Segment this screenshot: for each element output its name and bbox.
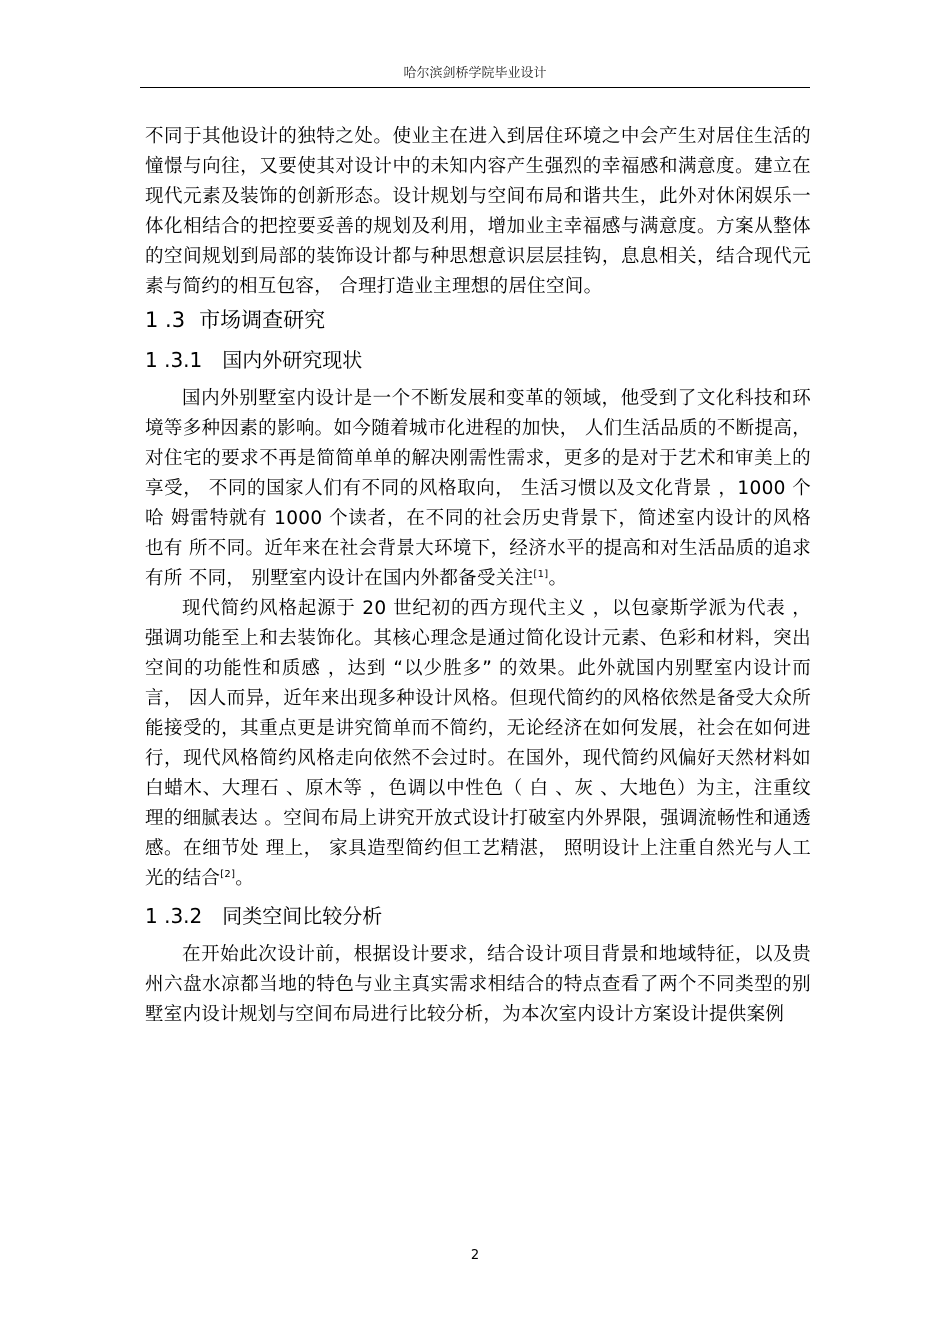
- section-number: 1 .3.1: [145, 348, 203, 372]
- citation-ref[interactable]: [1]: [533, 568, 549, 580]
- paragraph-end: 。: [235, 868, 255, 889]
- header-divider: [140, 87, 810, 88]
- paragraph: 在开始此次设计前，根据设计要求，结合设计项目背景和地域特征，以及贵州六盘水凉都当地的特色与业主真实需求相结合的特点查看了两个不同类型的别墅室内设计规划与空间布局进行比较分析，为本次室内设计方案设计提供案例: [145, 944, 811, 1025]
- page-body: [145, 122, 811, 1030]
- section-title: 同类空间比较分析: [222, 904, 383, 928]
- section-heading-1-3: [145, 304, 811, 336]
- paragraph: [145, 594, 811, 894]
- paragraph: [145, 384, 811, 594]
- citation-ref[interactable]: [2]: [220, 868, 236, 880]
- section-title: 国内外研究现状: [222, 348, 363, 372]
- paragraph-text: 国内外别墅室内设计是一个不断发展和变革的领域，他受到了文化科技和环境等多种因素的影响。如今随着城市化进程的加快， 人们生活品质的不断提高， 对住宅的要求不再是简简单单的解决刚需性需求，更多的是对于艺术和审美上的 享受， 不同的国家人们有不同的风格取向， 生活习惯以及文化背景 ，1000 个哈 姆雷特就有 1000 个读者，在不同的社会历史背景下，简述室内设计的风格也有 所不同。近年来在社会背景大环境下，经济水平的提高和对生活品质的追求有所 不同， 别墅室内设计在国内外都备受关注: [145, 388, 811, 589]
- paragraph: 不同于其他设计的独特之处。使业主在进入到居住环境之中会产生对居住生活的憧憬与向往，又要使其对设计中的未知内容产生强烈的幸福感和满意度。建立在现代元素及装饰的创新形态。设计规划与空间布局和谐共生，此外对休闲娱乐一体化相结合的把控要妥善的规划及利用，增加业主幸福感与满意度。方案从整体的空间规划到局部的装饰设计都与种思想意识层层挂钩，息息相关，结合现代元素与简约的相互包容， 合理打造业主理想的居住空间。: [145, 126, 811, 297]
- section-number: 1 .3.2: [145, 904, 203, 928]
- paragraph-text: 现代简约风格起源于 20 世纪初的西方现代主义 ，以包豪斯学派为代表 ，强调功能至上和去装饰化。其核心理念是通过简化设计元素、色彩和材料，突出空间的功能性和质感 ，达到 “以少胜多” 的效果。此外就国内别墅室内设计而言， 因人而异，近年来出现多种设计风格。但现代简约的风格依然是备受大众所能接受的，其重点更是讲究简单而不简约，无论经济在如何发展，社会在如何进行，现代风格简约风格走向依然不会过时。在国外，现代简约风偏好天然材料如白蜡木、大理石 、原木等 ，色调以中性色（ 白 、灰 、大地色）为主，注重纹理的细腻表达 。空间布局上讲究开放式设计打破室内外界限，强调流畅性和通透感。在细节处 理上， 家具造型简约但工艺精湛， 照明设计上注重自然光与人工光的结合: [145, 598, 811, 889]
- page-header: 哈尔滨剑桥学院毕业设计: [403, 66, 547, 81]
- page-number: 2: [470, 1248, 480, 1263]
- section-title: 市场调查研究: [199, 308, 326, 332]
- paragraph-end: 。: [548, 568, 568, 589]
- section-heading-1-3-1: [145, 344, 811, 376]
- section-heading-1-3-2: [145, 900, 811, 932]
- section-number: 1 .3: [145, 308, 186, 332]
